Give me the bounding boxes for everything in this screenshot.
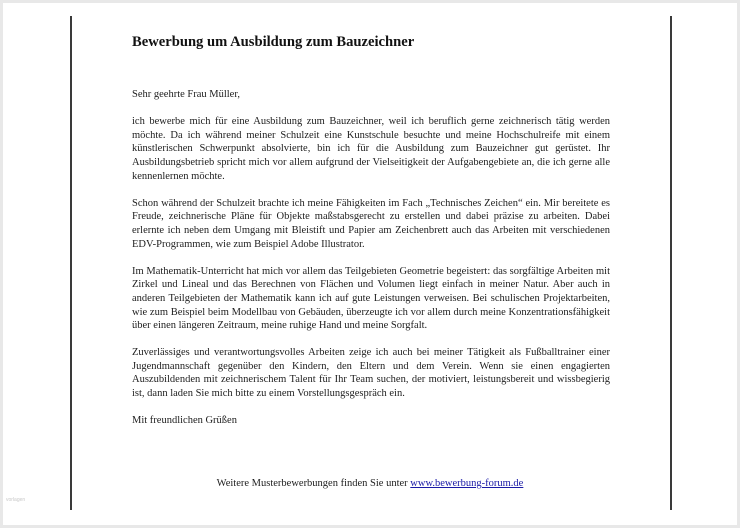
letter-body xyxy=(132,88,610,428)
letter-title: Bewerbung um Ausbildung zum Bauzeichner xyxy=(132,34,415,50)
letter xyxy=(132,32,610,441)
closing: Mit freundlichen Grüßen xyxy=(132,415,237,427)
paragraph-motivation: ich bewerbe mich für eine Ausbildung zum Bauzeichner, weil ich beruflich gerne zeichnerisch tätig werden möchte. Da ich während meiner Schulzeit eine Kunstschule besuchte und meine Hochschulreife mit einem künstlerischen Schwerpunkt absolvierte, bin ich für die Ausbildung zum Bauzeichner gut gerüstet. Ihr Ausbildungsbetrieb spricht mich vor allem aufgrund der Vielseitigkeit der Aufgabengebiete an, die ich gerne alle kennenlernen möchte. xyxy=(132,116,610,182)
footer-link[interactable]: www.bewerbung-forum.de xyxy=(410,478,524,489)
salutation: Sehr geehrte Frau Müller, xyxy=(132,89,241,100)
footer-text: Weitere Musterbewerbungen finden Sie unter xyxy=(216,478,411,489)
paragraph-mathematics: Im Mathematik-Unterricht hat mich vor allem das Teilgebieten Geometrie begeistert: das sorgfältige Arbeiten mit Zirkel und Lineal und das Berechnen von Flächen und Volumen liegt einfach in meiner Natur. Aber auch in anderen Teilgebieten der Mathematik kann ich auf gute Leistungen verweisen. Bei schulischen Projektarbeiten, wie zum Beispiel beim Modellbau von Gebäuden, überzeugte ich vor allem durch meine Konzentrationsfähigkeit über einen längeren Zeitraum, meine ruhige Hand und meine Sorgfalt. xyxy=(132,265,610,332)
left-vertical-rule xyxy=(70,16,72,510)
watermark: vorlagen xyxy=(6,497,26,503)
footer xyxy=(70,478,670,489)
paragraph-school-skills: Schon während der Schulzeit brachte ich meine Fähigkeiten im Fach „Technisches Zeichen“ ein. Mir bereitete es Freude, zeichnerische Pläne für Objekte maßstabsgerecht zu erstellen und dabei präzise zu arbeiten. Dabei erlernte ich neben dem Umgang mit Bleistift und Papier am Zeichenbrett auch das Arbeiten mit verschiedenen EDV-Programmen, wie zum Beispiel Adobe Illustrator. xyxy=(132,197,610,250)
paragraph-reliability: Zuverlässiges und verantwortungsvolles Arbeiten zeige ich auch bei meiner Tätigkeit als Fußballtrainer einer Jugendmannschaft gegenüber den Kindern, den Eltern und dem Verein. Wenn sie einen engagierten Auszubildenden mit zeichnerischem Talent für Ihr Team suchen, der motiviert, leistungsbereit und wissbegierig ist, dann laden Sie mich bitte zu einem Vorstellungsgespräch ein. xyxy=(132,347,610,400)
right-vertical-rule xyxy=(670,16,672,510)
